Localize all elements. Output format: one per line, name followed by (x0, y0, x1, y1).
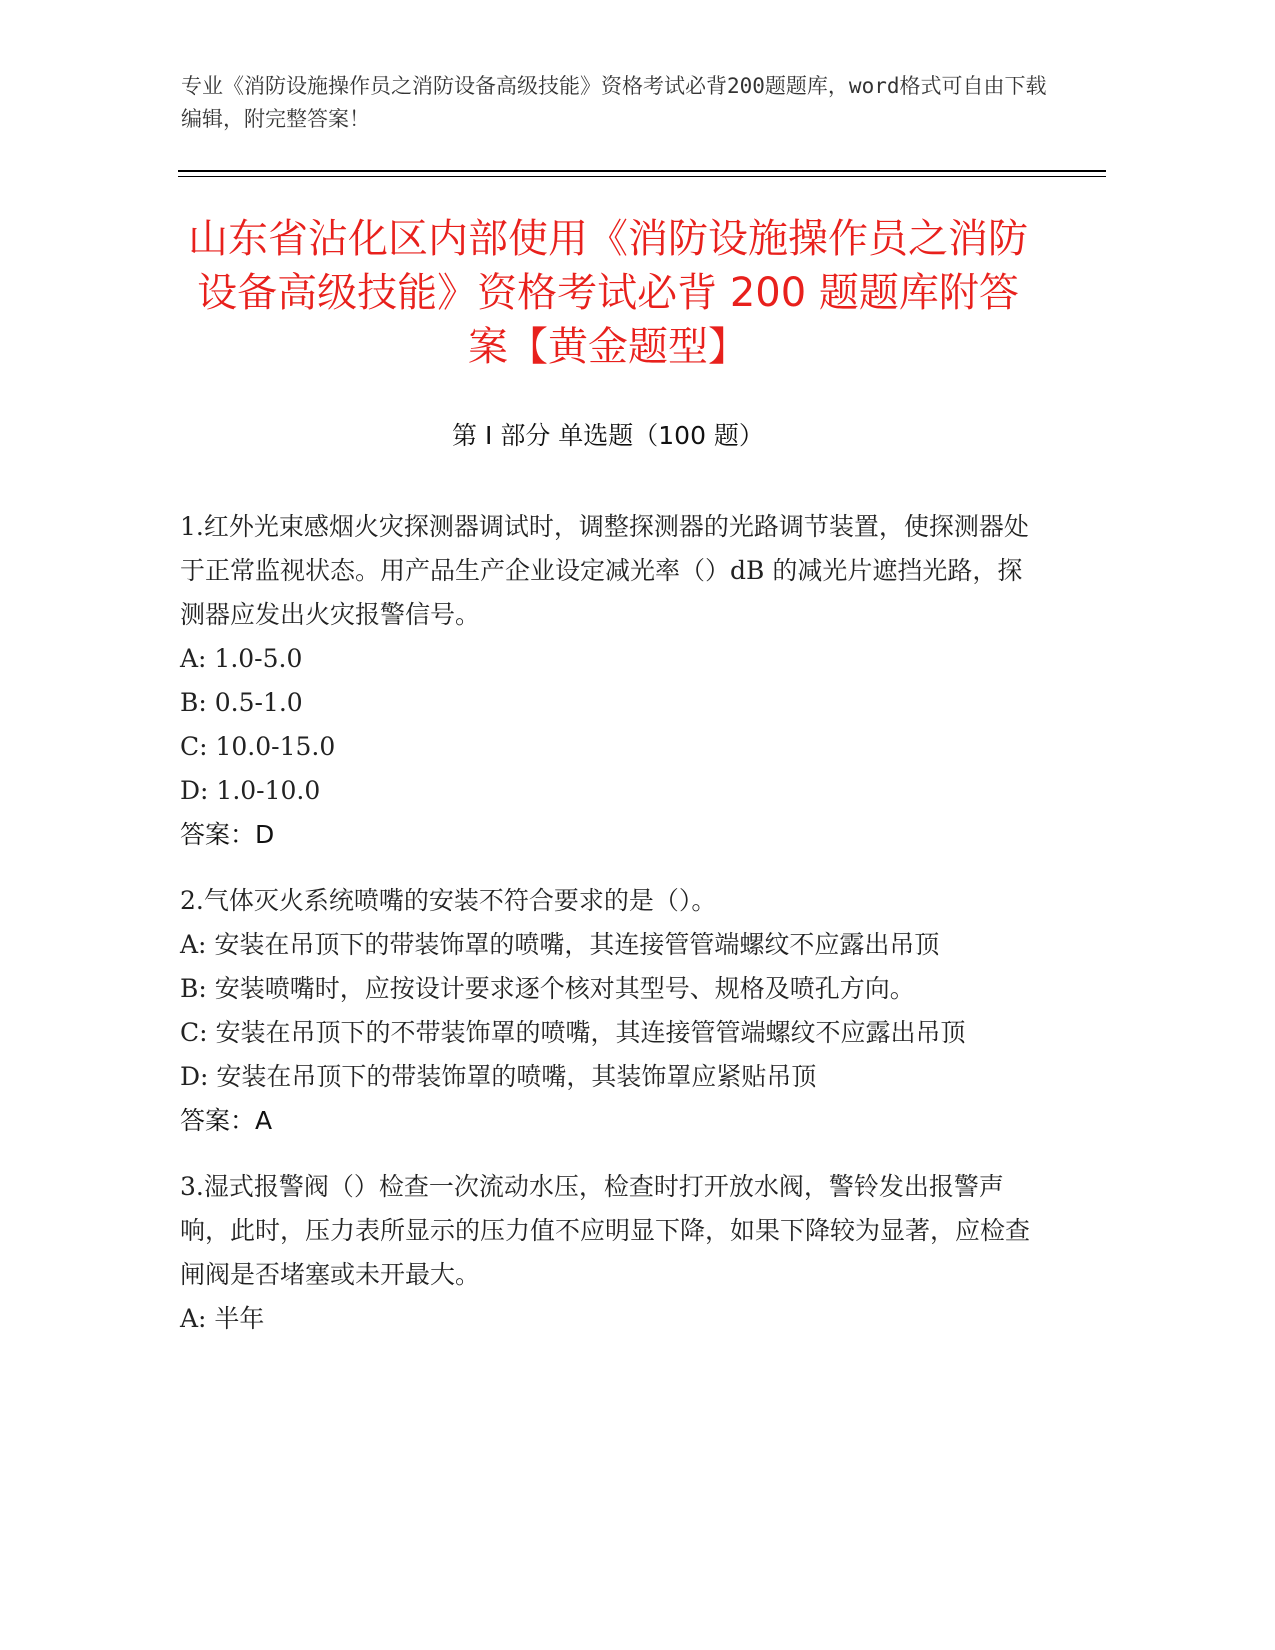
question-list (180, 505, 1030, 1363)
header-divider-thick (178, 170, 1106, 172)
question-stem: 2.气体灭火系统喷嘴的安装不符合要求的是（）。 (180, 886, 717, 915)
question-3 (180, 1165, 1030, 1341)
option-c: C: 10.0-15.0 (180, 732, 336, 761)
question-stem: 1.红外光束感烟火灾探测器调试时，调整探测器的光路调节装置，使探测器处于正常监视状态。用产品生产企业设定减光率（）dB 的减光片遮挡光路，探测器应发出火灾报警信号。 (180, 512, 1029, 629)
option-d: D: 1.0-10.0 (180, 776, 321, 805)
document-title: 山东省沾化区内部使用《消防设施操作员之消防设备高级技能》资格考试必背 200 题题库附答案【黄金题型】 (188, 216, 1028, 370)
option-b: B: 0.5-1.0 (180, 688, 303, 717)
option-d: D: 安装在吊顶下的带装饰罩的喷嘴，其装饰罩应紧贴吊顶 (180, 1062, 817, 1091)
question-1 (180, 505, 1030, 857)
header-note: 专业《消防设施操作员之消防设备高级技能》资格考试必背200题题库，word格式可自由下载编辑，附完整答案！ (181, 74, 1047, 131)
question-2 (180, 879, 1030, 1143)
option-a: A: 安装在吊顶下的带装饰罩的喷嘴，其连接管管端螺纹不应露出吊顶 (180, 930, 940, 959)
option-a: A: 1.0-5.0 (180, 644, 303, 673)
answer-line: 答案：A (180, 1106, 273, 1135)
question-stem: 3.湿式报警阀（）检查一次流动水压，检查时打开放水阀，警铃发出报警声响，此时，压力表所显示的压力值不应明显下降，如果下降较为显著，应检查闸阀是否堵塞或未开最大。 (180, 1172, 1031, 1289)
answer-line: 答案：D (180, 820, 275, 849)
header-divider-thin (178, 176, 1106, 177)
section-heading: 第 I 部分 单选题（100 题） (452, 421, 764, 450)
option-c: C: 安装在吊顶下的不带装饰罩的喷嘴，其连接管管端螺纹不应露出吊顶 (180, 1018, 966, 1047)
option-b: B: 安装喷嘴时，应按设计要求逐个核对其型号、规格及喷孔方向。 (180, 974, 915, 1003)
option-a: A: 半年 (180, 1304, 265, 1333)
